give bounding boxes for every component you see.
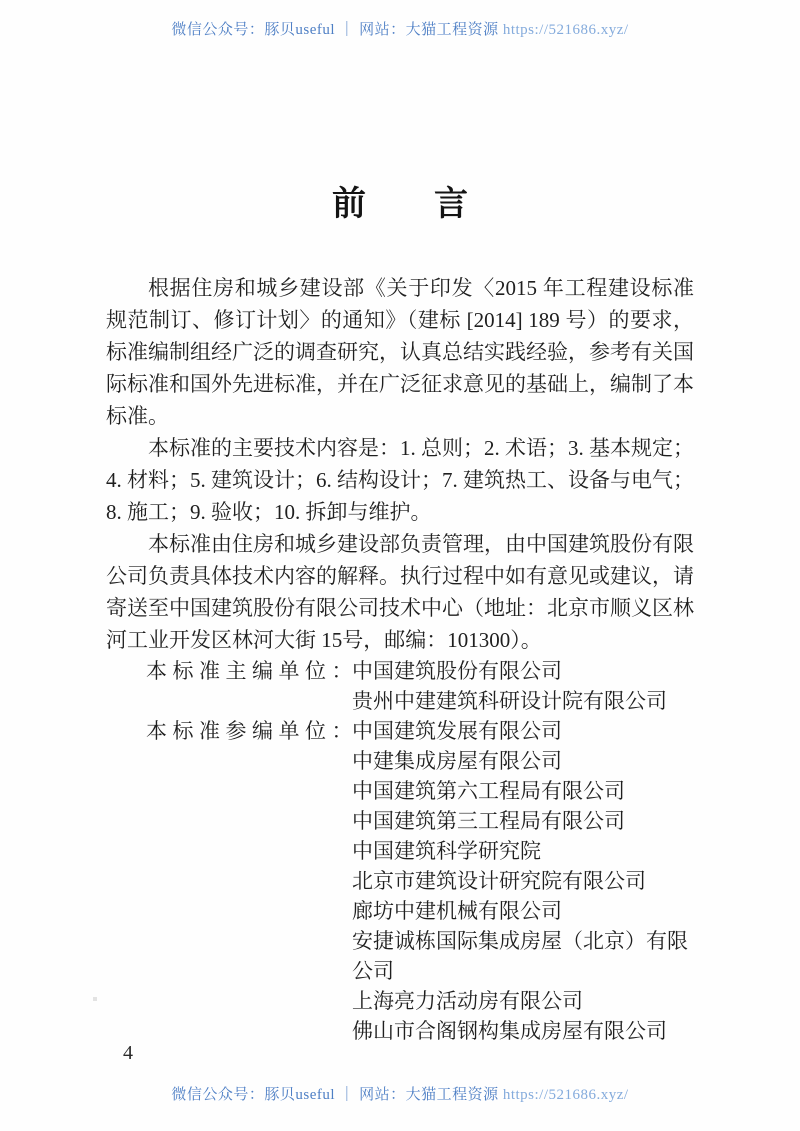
chief-editor-label: 本标准主编单位： (146, 659, 358, 683)
org-name: 廊坊中建机械有限公司 (352, 899, 562, 923)
scan-artifact-speck (93, 997, 97, 1001)
org-name: 中国建筑第三工程局有限公司 (352, 809, 625, 833)
watermark-footer-text: 微信公众号：豚贝useful ｜ 网站：大猫工程资源 (171, 1087, 499, 1103)
org-name: 中国建筑科学研究院 (352, 839, 541, 863)
chief-editor-section (106, 656, 694, 716)
foreword-body (106, 272, 694, 1046)
org-name: 佛山市合阁钢构集成房屋有限公司 (352, 1019, 667, 1043)
foreword-paragraphs (106, 272, 694, 656)
org-name: 中建集成房屋有限公司 (352, 749, 562, 773)
watermark-footer-url: https://521686.xyz/ (502, 1087, 629, 1103)
paragraph: 本标准的主要技术内容是：1. 总则；2. 术语；3. 基本规定；4. 材料；5. 建筑设计；6. 结构设计；7. 建筑热工、设备与电气；8. 施工；9. 验收；10. 拆卸与维护。 (106, 436, 694, 524)
foreword-title: 前 言 (332, 186, 468, 223)
org-name: 贵州中建建筑科研设计院有限公司 (352, 689, 667, 713)
org-name: 中国建筑股份有限公司 (352, 659, 562, 683)
org-name: 安捷诚栋国际集成房屋（北京）有限公司 (352, 929, 688, 983)
org-name: 中国建筑发展有限公司 (352, 719, 562, 743)
participating-editor-orgs (352, 716, 694, 1046)
watermark-header (0, 18, 800, 39)
watermark-header-url: https://521686.xyz/ (502, 22, 629, 38)
paragraph: 本标准由住房和城乡建设部负责管理，由中国建筑股份有限公司负责具体技术内容的解释。执行过程中如有意见或建议，请寄送至中国建筑股份有限公司技术中心（地址：北京市顺义区林河工业开发区林河大街 15号，邮编：101300）。 (106, 532, 694, 652)
editing-units (106, 656, 694, 1046)
paragraph: 根据住房和城乡建设部《关于印发〈2015 年工程建设标准规范制订、修订计划〉的通知》（建标 [2014] 189 号）的要求，标准编制组经广泛的调查研究，认真总结实践经验，参考有关国际标准和国外先进标准，并在广泛征求意见的基础上，编制了本标准。 (106, 276, 694, 428)
participating-editor-label: 本标准参编单位： (146, 719, 358, 743)
org-name: 上海亮力活动房有限公司 (352, 989, 583, 1013)
chief-editor-orgs (352, 656, 694, 716)
page-number: 4 (123, 1042, 133, 1064)
watermark-header-text: 微信公众号：豚贝useful ｜ 网站：大猫工程资源 (171, 22, 499, 38)
watermark-footer (0, 1083, 800, 1104)
participating-editor-section (106, 716, 694, 1046)
org-name: 中国建筑第六工程局有限公司 (352, 779, 625, 803)
org-name: 北京市建筑设计研究院有限公司 (352, 869, 646, 893)
